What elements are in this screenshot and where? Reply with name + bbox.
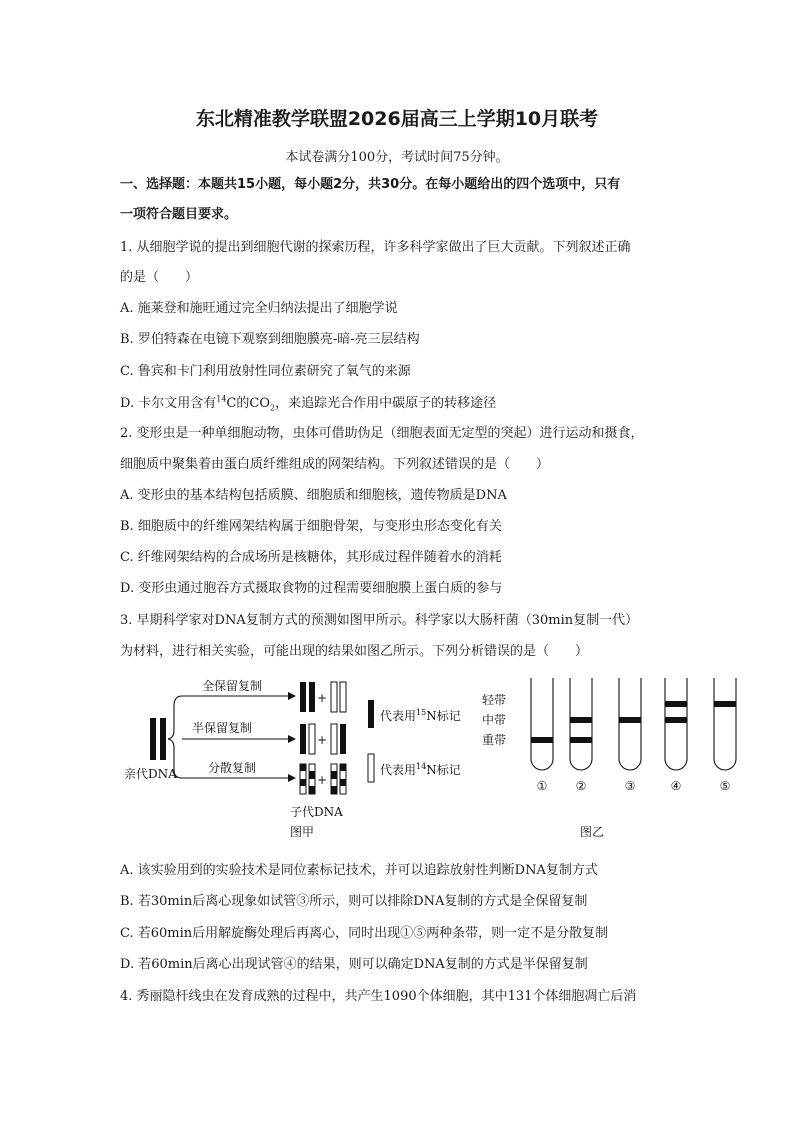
- tube-label: ③: [624, 779, 636, 793]
- q1-option-d-suffix: ，来追踪光合作用中碳原子的转移途径: [275, 396, 497, 411]
- band-middle-label: 中带: [482, 713, 507, 727]
- caption-figure-b: 图乙: [580, 825, 605, 839]
- cons-child2-strand1: [331, 682, 337, 712]
- q1-option-b: B. 罗伯特森在电镜下观察到细胞膜亮-暗-亮三层结构: [120, 332, 420, 347]
- q2-option-d: D. 变形虫通过胞吞方式摄取食物的过程需要细胞膜上蛋白质的参与: [120, 581, 503, 596]
- legend-14n-swatch: [368, 754, 374, 782]
- plus-sign-1: +: [317, 691, 328, 705]
- dna-band-middle: [619, 717, 641, 723]
- arrowhead-conservative: [288, 692, 296, 700]
- centrifuge-tube: [714, 678, 736, 770]
- q3-stem-line2: 为材料，进行相关实验，可能出现的结果如图乙所示。下列分析错误的是（ ）: [120, 644, 589, 659]
- band-light-label: 轻带: [482, 693, 507, 707]
- mode-conservative-label: 全保留复制: [202, 679, 263, 693]
- centrifuge-tube: [570, 678, 592, 770]
- mode-semi-label: 半保留复制: [192, 721, 253, 735]
- bracket: [168, 696, 182, 778]
- semi-child1-strand1: [300, 724, 306, 754]
- legend-14n-label: [380, 762, 461, 777]
- centrifuge-tube: [619, 678, 641, 770]
- tube-label: ②: [575, 779, 587, 793]
- section-heading-line1: 一、选择题：本题共15小题，每小题2分，共30分。在每小题给出的四个选项中，只有: [120, 177, 621, 192]
- tube-label: ④: [670, 779, 682, 793]
- caption-figure-a: 图甲: [290, 825, 315, 839]
- legend-15n-label: [380, 708, 461, 723]
- cons-child1-strand2: [309, 682, 315, 712]
- figure-svg: [118, 672, 748, 852]
- parent-strand-left: [150, 718, 156, 760]
- legend-14n-prefix: 代表用: [380, 763, 417, 777]
- parent-dna-label: 亲代DNA: [124, 767, 177, 781]
- plus-sign-3: +: [317, 773, 328, 787]
- legend-14n-isotope: 14: [416, 762, 427, 771]
- dna-band-heavy: [570, 737, 592, 743]
- legend-15n-suffix: N标记: [426, 709, 461, 723]
- legend-15n-swatch: [368, 700, 374, 728]
- semi-child2-strand2: [340, 724, 346, 754]
- q1-stem-line2: 的是（ ）: [120, 270, 199, 285]
- q2-option-b: B. 细胞质中的纤维网架结构属于细胞骨架，与变形虫形态变化有关: [120, 519, 502, 534]
- q3-option-d: D. 若60min后离心出现试管④的结果，则可以确定DNA复制的方式是半保留复制: [120, 957, 588, 972]
- parent-strand-right: [160, 718, 166, 760]
- q3-option-a: A. 该实验用到的实验技术是同位素标记技术，并可以追踪放射性判断DNA复制方式: [120, 863, 598, 878]
- q1-option-d-prefix: D. 卡尔文用含有: [120, 396, 217, 411]
- section-heading-line2: 一项符合题目要求。: [120, 207, 238, 222]
- q3-stem-line1: 3. 早期科学家对DNA复制方式的预测如图甲所示。科学家以大肠杆菌（30min复制一代）: [120, 613, 639, 628]
- dna-band-heavy: [531, 737, 553, 743]
- centrifuge-tubes: [531, 678, 736, 793]
- q1-option-d: [120, 395, 680, 413]
- tube-label: ⑤: [719, 779, 731, 793]
- q1-option-d-subscript: 2: [269, 403, 276, 413]
- q2-option-a: A. 变形虫的基本结构包括质膜、细胞质和细胞核，遗传物质是DNA: [120, 488, 507, 503]
- exam-title: 东北精准教学联盟2026届高三上学期10月联考: [195, 108, 599, 130]
- band-heavy-label: 重带: [482, 733, 507, 747]
- q1-option-a: A. 施莱登和施旺通过完全归纳法提出了细胞学说: [120, 301, 398, 316]
- plus-sign-2: +: [317, 733, 328, 747]
- dna-band-middle: [570, 717, 592, 723]
- cons-child2-strand2: [340, 682, 346, 712]
- centrifuge-tube: [665, 678, 687, 770]
- legend-14n-suffix: N标记: [426, 763, 461, 777]
- semi-child1-strand2: [309, 724, 315, 754]
- q1-option-d-mid: C的CO: [226, 396, 270, 411]
- legend-15n-isotope: 15: [416, 708, 427, 717]
- q3-option-b: B. 若30min后离心现象如试管③所示，则可以排除DNA复制的方式是全保留复制: [120, 894, 588, 909]
- dna-replication-figure: [118, 672, 748, 852]
- q2-stem-line2: 细胞质中聚集着由蛋白质纤维组成的网架结构。下列叙述错误的是（ ）: [120, 457, 550, 472]
- legend-15n-prefix: 代表用: [380, 709, 417, 723]
- q1-option-c: C. 鲁宾和卡门利用放射性同位素研究了氧气的来源: [120, 364, 411, 379]
- disp-child2: [331, 764, 346, 794]
- mode-dispersive-label: 分散复制: [208, 761, 257, 775]
- arrowhead-dispersive: [288, 774, 296, 782]
- q2-option-c: C. 纤维网架结构的合成场所是核糖体，其形成过程伴随着水的消耗: [120, 550, 502, 565]
- dna-band-light: [665, 701, 687, 707]
- tube-label: ①: [536, 779, 548, 793]
- arrowhead-semi: [288, 735, 296, 743]
- cons-child1-strand1: [300, 682, 306, 712]
- q1-stem-line1: 1. 从细胞学说的提出到细胞代谢的探索历程，许多科学家做出了巨大贡献。下列叙述正确: [120, 240, 631, 255]
- child-dna-label: 子代DNA: [290, 805, 343, 819]
- dna-band-light: [714, 701, 736, 707]
- centrifuge-tube: [531, 678, 553, 770]
- q3-option-c: C. 若60min后用解旋酶处理后再离心，同时出现①⑤两种条带，则一定不是分散复制: [120, 926, 609, 941]
- dna-band-middle: [665, 717, 687, 723]
- q1-option-d-isotope: 14: [216, 394, 227, 404]
- exam-subtitle: 本试卷满分100分，考试时间75分钟。: [285, 150, 509, 165]
- q2-stem-line1: 2. 变形虫是一种单细胞动物，虫体可借助伪足（细胞表面无定型的突起）进行运动和摄食，: [120, 426, 644, 441]
- semi-child2-strand1: [331, 724, 337, 754]
- q4-stem-line1: 4. 秀丽隐杆线虫在发育成熟的过程中，共产生1090个体细胞，其中131个体细胞凋亡后消: [120, 989, 637, 1004]
- disp-child1: [300, 764, 315, 794]
